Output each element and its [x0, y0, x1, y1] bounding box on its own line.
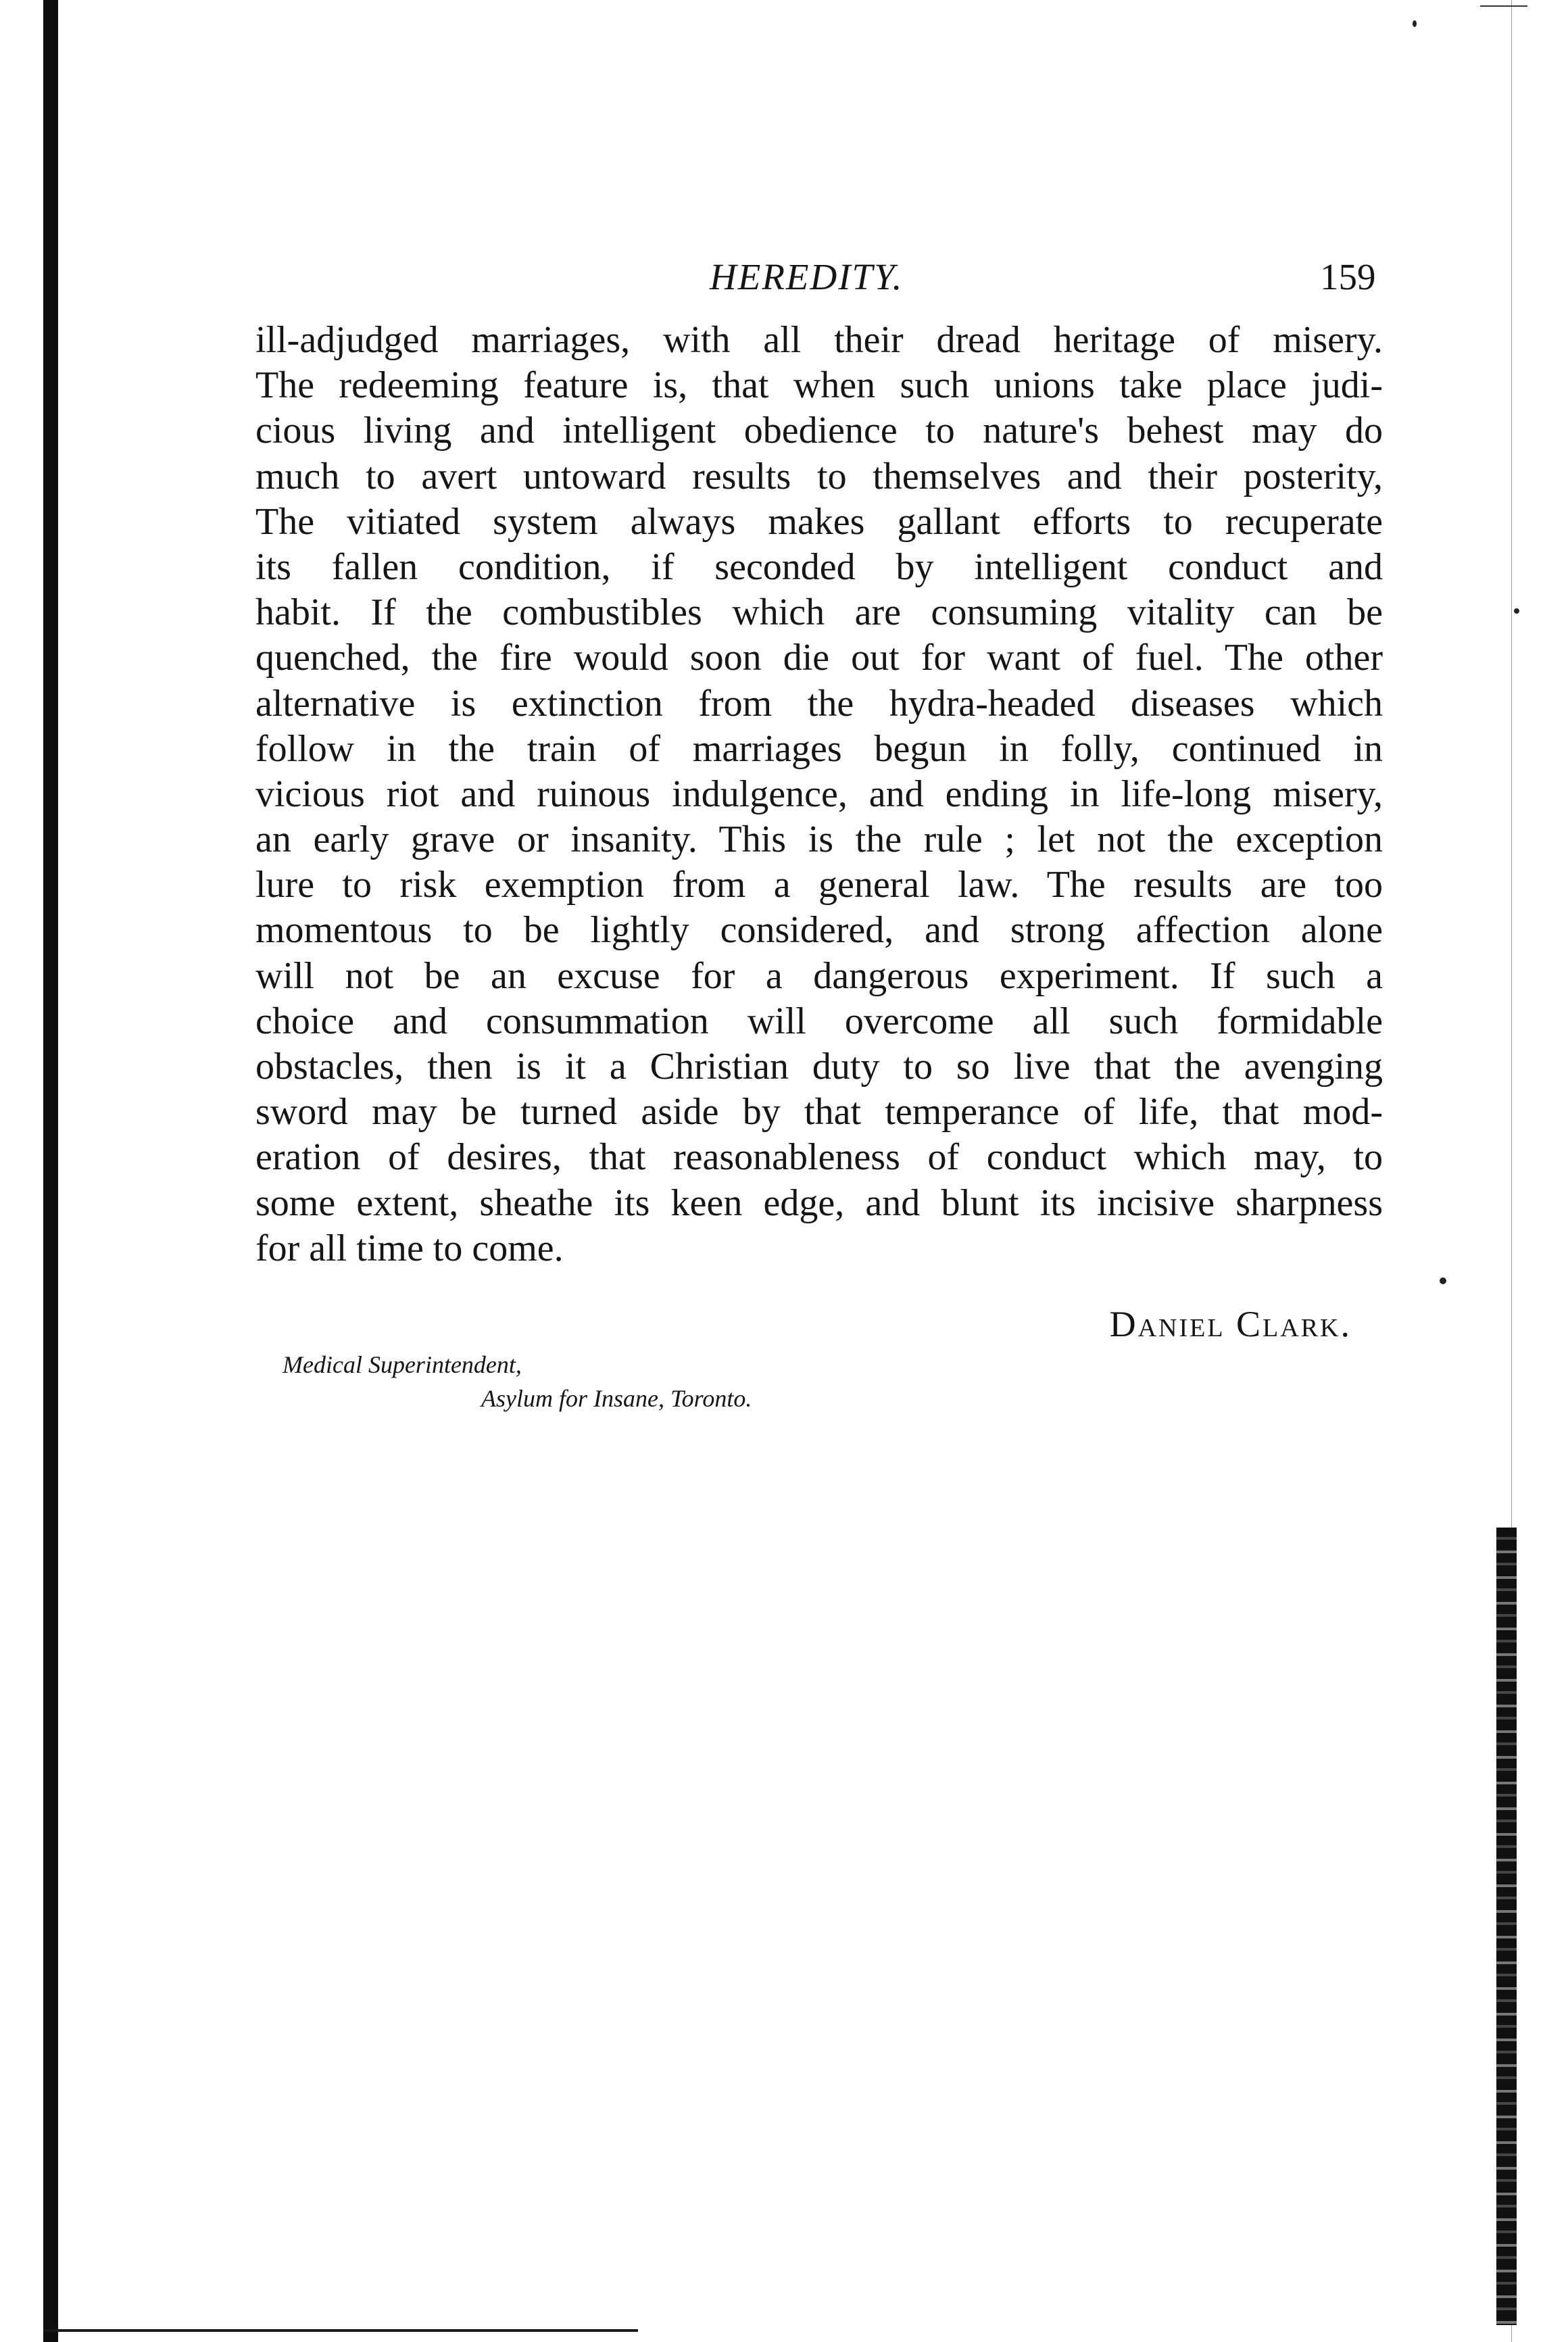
- text-line-last: for all time to come.: [255, 1227, 564, 1269]
- text-line: choice and consummation will overcome all such formidable: [255, 1000, 1383, 1042]
- text-line: cious living and intelligent obedience to nature's behest may do: [255, 410, 1383, 452]
- text-line: The vitiated system always makes gallant efforts to recuperate: [255, 500, 1383, 543]
- author-title: Medical Superintendent,: [283, 1351, 522, 1378]
- text-line: alternative is extinction from the hydra-headed diseases which: [255, 682, 1383, 725]
- scan-speck: [1514, 608, 1519, 614]
- text-line: its fallen condition, if seconded by intelligent conduct and: [255, 545, 1383, 588]
- text-line: vicious riot and ruinous indulgence, and ending in life-long misery,: [255, 773, 1383, 815]
- text-line: much to avert untoward results to themselves and their posterity,: [255, 455, 1383, 497]
- text-line: some extent, sheathe its keen edge, and blunt its incisive sharpness: [255, 1181, 1383, 1224]
- text-line: sword may be turned aside by that temperance of life, that mod-: [255, 1091, 1383, 1133]
- scan-speck: [1440, 1277, 1446, 1284]
- text-line: ill-adjudged marriages, with all their dread heritage of misery.: [255, 319, 1383, 361]
- author-signature: Daniel Clark.: [1109, 1304, 1352, 1344]
- author-institution: Asylum for Insane, Toronto.: [481, 1385, 752, 1412]
- scan-edge-right: [1496, 1528, 1517, 2325]
- text-line: momentous to be lightly considered, and strong affection alone: [255, 909, 1383, 952]
- text-line: obstacles, then is it a Christian duty to so live that the avenging: [255, 1046, 1383, 1088]
- running-head: HEREDITY.: [710, 256, 904, 297]
- text-line: follow in the train of marriages begun in folly, continued in: [255, 727, 1383, 770]
- text-line: quenched, the fire would soon die out for want of fuel. The other: [255, 637, 1383, 679]
- text-line: will not be an excuse for a dangerous experiment. If such a: [255, 954, 1383, 997]
- body-text: [255, 318, 1383, 1271]
- text-line: habit. If the combustibles which are consuming vitality can be: [255, 591, 1383, 634]
- text-line: eration of desires, that reasonableness of conduct which may, to: [255, 1136, 1383, 1179]
- page-number: 159: [1320, 256, 1376, 297]
- scan-corner-mark: [1480, 5, 1527, 7]
- scan-edge-bottom: [43, 2329, 638, 2332]
- text-line: The redeeming feature is, that when such unions take place judi-: [255, 364, 1383, 407]
- text-line: an early grave or insanity. This is the rule ; let not the exception: [255, 819, 1383, 861]
- text-line: lure to risk exemption from a general law. The results are too: [255, 864, 1383, 906]
- scan-edge-left: [43, 0, 58, 2342]
- scan-speck: [1413, 20, 1417, 27]
